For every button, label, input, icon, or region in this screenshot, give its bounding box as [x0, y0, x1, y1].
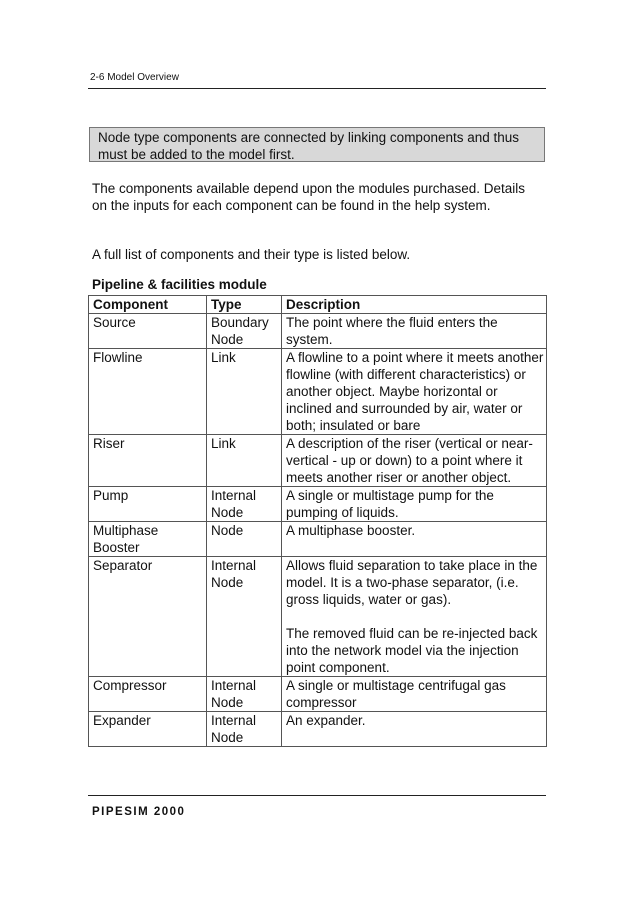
cell-component: Multiphase Booster	[89, 522, 207, 557]
cell-type: Boundary Node	[207, 314, 282, 349]
description-text: Allows fluid separation to take place in the model. It is a two-phase separator, (i.e. gross liquids, water or gas).	[286, 558, 538, 607]
cell-type: Node	[207, 522, 282, 557]
table-row	[89, 314, 547, 349]
cell-type: Internal Node	[207, 557, 282, 677]
description-text: A single or multistage pump for the pumping of liquids.	[286, 488, 494, 520]
footer-brand: PIPESIM 2000	[92, 806, 186, 818]
description-text: A multiphase booster.	[286, 523, 416, 538]
components-table	[88, 295, 547, 747]
description-text: The point where the fluid enters the system.	[286, 315, 498, 347]
description-text: An expander.	[286, 713, 366, 728]
intro-paragraph: The components available depend upon the modules purchased. Details on the inputs for each component can be found in the help system.	[92, 181, 526, 213]
description-text: The removed fluid can be re-injected back into the network model via the injection point component.	[286, 626, 538, 675]
list-intro-paragraph: A full list of components and their type is listed below.	[92, 247, 411, 262]
cell-description	[282, 712, 547, 747]
description-text: A flowline to a point where it meets another flowline (with different characteristics) or another object. Maybe horizontal or inclined and surrounded by air, water or both; insulated or bare	[286, 350, 544, 433]
description-text: A single or multistage centrifugal gas compressor	[286, 678, 506, 710]
header-divider	[88, 88, 546, 89]
table-row	[89, 435, 547, 487]
cell-description	[282, 349, 547, 435]
cell-component: Separator	[89, 557, 207, 677]
column-header-type: Type	[207, 296, 282, 314]
note-box: Node type components are connected by linking components and thus must be added to the model first.	[89, 127, 545, 162]
table-header-row	[89, 296, 547, 314]
cell-component: Riser	[89, 435, 207, 487]
column-header-component: Component	[89, 296, 207, 314]
cell-description	[282, 314, 547, 349]
cell-component: Compressor	[89, 677, 207, 712]
cell-component: Expander	[89, 712, 207, 747]
table-row	[89, 349, 547, 435]
cell-component: Pump	[89, 487, 207, 522]
description-text: A description of the riser (vertical or near-vertical - up or down) to a point where it meets another riser or another object.	[286, 436, 533, 485]
cell-component: Flowline	[89, 349, 207, 435]
cell-type: Internal Node	[207, 677, 282, 712]
table-row	[89, 677, 547, 712]
cell-type: Internal Node	[207, 712, 282, 747]
section-title: Pipeline & facilities module	[92, 277, 267, 292]
cell-description	[282, 487, 547, 522]
table-row	[89, 487, 547, 522]
column-header-description: Description	[282, 296, 547, 314]
table-row	[89, 557, 547, 677]
table-row	[89, 712, 547, 747]
footer-divider	[88, 795, 546, 796]
page-header-title: 2-6 Model Overview	[90, 72, 179, 83]
cell-type: Link	[207, 435, 282, 487]
cell-type: Internal Node	[207, 487, 282, 522]
table-row	[89, 522, 547, 557]
cell-description	[282, 522, 547, 557]
cell-type: Link	[207, 349, 282, 435]
cell-description	[282, 435, 547, 487]
cell-description	[282, 557, 547, 677]
cell-description	[282, 677, 547, 712]
cell-component: Source	[89, 314, 207, 349]
